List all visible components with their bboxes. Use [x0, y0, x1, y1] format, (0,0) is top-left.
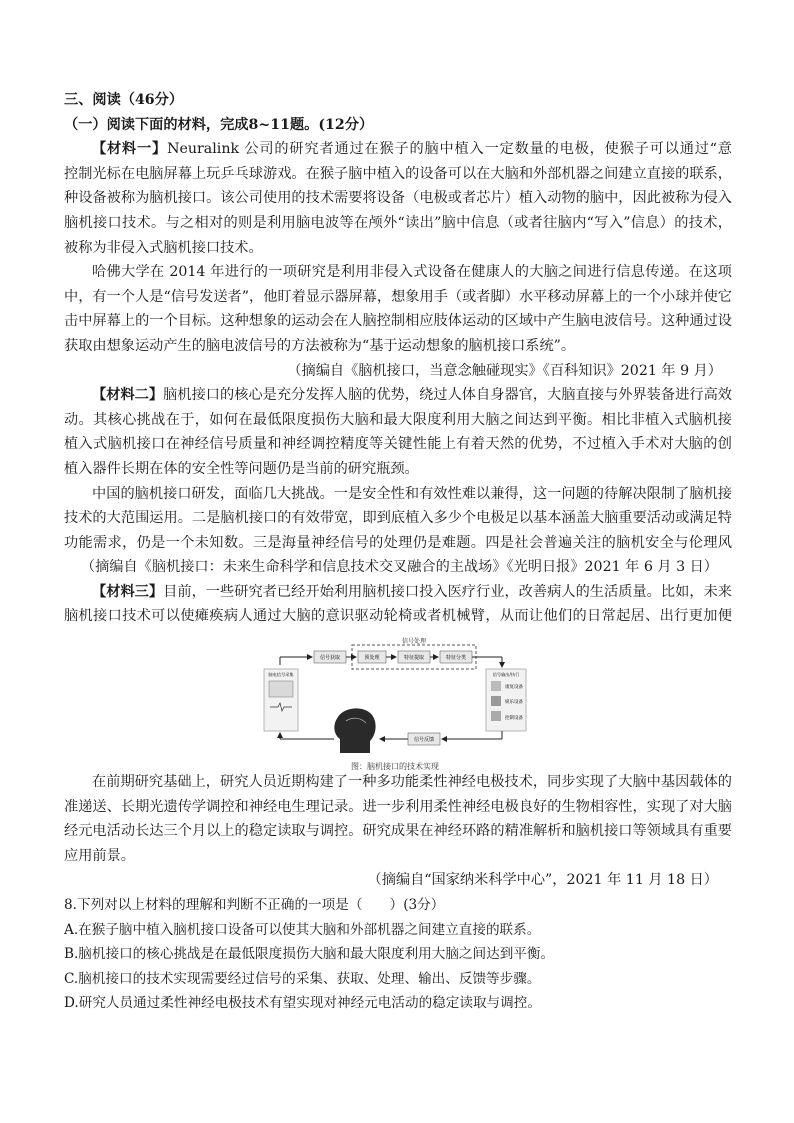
question8-option-a[interactable]: A.在猴子脑中植入脑机接口设备可以使其大脑和外部机器之间建立直接的联系。 [64, 921, 541, 938]
part-title: （一）阅读下面的材料，完成8~11题。(12分） [64, 116, 374, 133]
material1-line-5: 被称为非侵入式脑机接口技术。 [64, 239, 263, 256]
control-device-icon [491, 711, 501, 721]
acquisition-panel [264, 669, 298, 731]
step2-label: 信号获取 [319, 655, 341, 662]
device1-label: 康复设备 [505, 685, 523, 691]
step7-label: 信号反馈 [413, 737, 435, 744]
material1-line-2: 控制光标在电脑屏幕上玩乒乓球游戏。在猴子脑中植入的设备可以在大脑和外部机器之间建立直接的联系， [64, 165, 732, 182]
material3-p2-line-1: 在前期研究基础上，研究人员近期构建了一种多功能柔性神经电极技术，同步实现了大脑中基因载体的 [92, 774, 732, 791]
device2-label: 娱乐设备 [505, 700, 523, 706]
question8-option-d[interactable]: D.研究人员通过柔性神经电极技术有望实现对神经元电活动的稳定读取与调控。 [64, 995, 541, 1012]
material3-p2-line-4: 应用前景。 [64, 847, 135, 864]
material1-p2-line-1: 哈佛大学在 2014 年进行的一项研究是利用非侵入式设备在健康人的大脑之间进行信息传递。在这项 [92, 264, 732, 281]
material2-line-2: 动。其核心挑战在于，如何在最低限度损伤大脑和最大限度利用大脑之间达到平衡。相比非植入式脑机接 [64, 411, 732, 428]
section-title: 三、阅读（46分） [64, 92, 184, 108]
material1-p2-line-2: 中，有一个人是“信号发送者”，他盯着显示器屏幕，想象用手（或者脚）水平移动屏幕上的一个小球并使它 [64, 288, 732, 305]
material3-p2-line-2: 准递送、长期光遗传学调控和神经电生理记录。进一步利用柔性神经电极良好的生物相容性，实现了对大脑 [64, 798, 732, 815]
material3-line-1: 【材料三】目前，一些研究者已经开始利用脑机接口投入医疗行业，改善病人的生活质量。比如，未来 [92, 583, 732, 600]
step5-label: 特征分类 [445, 655, 467, 662]
material1-tag: 【材料一】 [92, 141, 168, 158]
material2-p2-line-2: 技术的大范围运用。二是脑机接口的有效带宽，即到底植入多少个电极足以基本涵盖大脑重要活动或满足特 [64, 510, 732, 527]
material2-p2-line-1: 中国的脑机接口研发，面临几大挑战。一是安全性和有效性难以兼得，这一问题的待解决限制了脑机接 [92, 485, 732, 502]
material2-source: （摘编自《脑机接口：未来生命科学和信息技术交叉融合的主战场》《光明日报》2021 年 6 月 3 日） [80, 559, 718, 576]
material2-line-3: 植入式脑机接口在神经信号质量和神经调控精度等关键性能上有着天然的优势，不过植入手术对大脑的创 [64, 436, 732, 453]
question8-option-b[interactable]: B.脑机接口的核心挑战是在最低限度损伤大脑和最大限度利用大脑之间达到平衡。 [64, 946, 555, 963]
material3-line-2: 脑机接口技术可以使瘫痪病人通过大脑的意识驱动轮椅或者机械臂，从而让他们的日常起居、出行更加便 [64, 608, 732, 625]
processing-title: 信号处理 [401, 638, 427, 646]
material2-p2-line-3: 功能需求，仍是一个未知数。三是海量神经信号的处理仍是难题。四是社会普遍关注的脑机安全与伦理风 [64, 534, 732, 551]
material1-p2-line-4: 获取由想象运动产生的脑电波信号的方法被称为“基于运动想象的脑机接口系统”。 [64, 337, 576, 354]
material1-line-4: 脑机接口技术。与之相对的则是利用脑电波等在颅外“读出”脑中信息（或者往脑内“写入”信息）的技术， [64, 214, 732, 231]
step1-label: 脑电信号采集 [268, 672, 294, 678]
question8-stem: 8.下列对以上材料的理解和判断不正确的一项是（ ）(3分） [64, 897, 445, 914]
material1-line-1: 【材料一】Neuralink 公司的研究者通过在猴子的脑中植入一定数量的电极，使猴子可以通过“意 [92, 141, 732, 158]
material2-line-4: 植入器件长期在体的安全性等问题仍是当前的研究瓶颈。 [64, 460, 419, 477]
step4-label: 特征提取 [403, 655, 425, 662]
rehab-device-icon [491, 681, 501, 691]
entertainment-device-icon [491, 696, 501, 706]
material3-tag: 【材料三】 [92, 583, 164, 600]
material2-tag: 【材料二】 [92, 387, 164, 404]
material2-line-1: 【材料二】脑机接口的核心是充分发挥人脑的优势，绕过人体自身器官，大脑直接与外界装备进行高效 [92, 387, 732, 404]
material1-p2-line-3: 击中屏幕上的一个目标。这种想象的运动会在人脑控制相应肢体运动的区域中产生脑电波信号。这种通过设 [64, 313, 732, 330]
bci-diagram-graphic [260, 635, 530, 760]
bci-diagram [260, 635, 530, 770]
step3-label: 预处理 [364, 655, 380, 662]
device3-label: 控制设备 [505, 716, 523, 722]
material3-source: （摘编自“国家纳米科学中心”，2021 年 11 月 18 日） [367, 872, 718, 889]
step6-label: 信号输出/执行 [492, 672, 520, 678]
question8-option-c[interactable]: C.脑机接口的技术实现需要经过信号的采集、获取、处理、输出、反馈等步骤。 [64, 970, 541, 987]
material3-p2-line-3: 经元电活动长达三个月以上的稳定读取与调控。研究成果在神经环路的精准解析和脑机接口等领域具有重要 [64, 823, 732, 840]
material1-source: （摘编自《脑机接口，当意念触碰现实》《百科知识》2021 年 9 月） [287, 362, 722, 379]
material1-line-3: 种设备被称为脑机接口。该公司使用的技术需要将设备（电极或者芯片）植入动物的脑中，因此被称为侵入 [64, 190, 732, 207]
exam-page [64, 88, 732, 1016]
human-head-icon [334, 708, 375, 753]
electrode-image [269, 681, 293, 697]
figure-caption: 图：脑机接口的技术实现 [351, 762, 439, 772]
